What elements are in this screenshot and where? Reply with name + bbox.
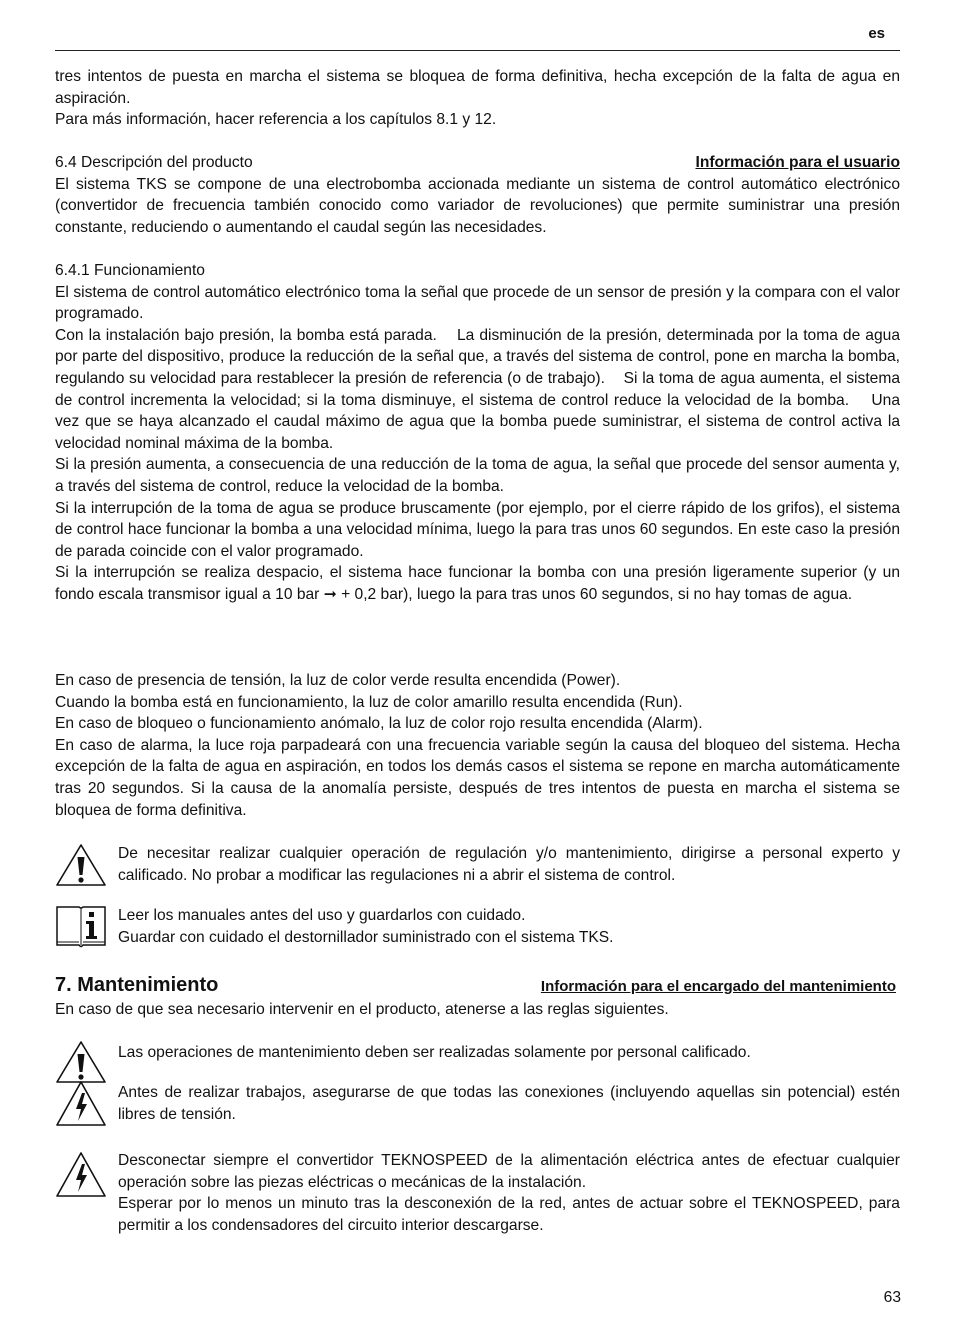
- maintenance-warning-3-wait: Esperar por lo menos un minuto tras la desconexión de la red, antes de actuar sobre el TEKNOSPEED, para permitir a los condensadores del circuito interior descargarse.: [118, 1195, 900, 1234]
- section-6-4-1: [55, 260, 905, 606]
- section-7-intro: En caso de que sea necesario intervenir en el producto, atenerse a las reglas siguientes.: [55, 1001, 669, 1018]
- maintenance-warning-2-text: Antes de realizar trabajos, asegurarse de que todas las conexiones (incluyendo aquellas sin potencial) estén libres de tensión.: [118, 1084, 900, 1123]
- exclamation-warning-icon: [55, 843, 107, 887]
- intro-paragraph-2: Para más información, hacer referencia a los capítulos 8.1 y 12.: [55, 111, 497, 129]
- light-run: Cuando la bomba está en funcionamiento, la luz de color amarillo resulta encendida (Run).: [55, 693, 683, 711]
- section-6-4-audience: Información para el usuario: [695, 154, 900, 171]
- maintenance-warning-1-text: Las operaciones de mantenimiento deben ser realizadas solamente por personal calificado.: [118, 1044, 751, 1061]
- section-7-audience: Información para el encargado del mantenimiento: [540, 978, 896, 995]
- light-power: En caso de presencia de tensión, la luz de color verde resulta encendida (Power).: [55, 672, 621, 689]
- section-6-4: [55, 152, 900, 238]
- maintenance-warning-3-text: Desconectar siempre el convertidor TEKNOSPEED de la alimentación eléctrica antes de efectuar cualquier operación sobre las piezas eléctricas o mecánicas de la instalación.: [118, 1152, 900, 1191]
- maintenance-warning-1: [55, 1040, 900, 1084]
- section-6-4-1-paragraph-3: Si la presión aumenta, a consecuencia de una reducción de la toma de agua, la señal que procede del sensor aumenta y, a través del sistema de control, reduce la velocidad de la bomba.: [55, 456, 900, 495]
- exclamation-warning-icon: [55, 1040, 107, 1084]
- header-rule: [55, 50, 900, 51]
- indicator-lights: [55, 670, 900, 821]
- section-6-4-1-paragraph-1: El sistema de control automático electrónico toma la señal que procede de un sensor de presión y la compara con el valor programado.: [55, 283, 900, 323]
- section-7-intro-block: [55, 999, 900, 1021]
- info-note-line-1: Leer los manuales antes del uso y guardarlos con cuidado.: [118, 907, 526, 924]
- section-6-4-1-paragraph-2: Con la instalación bajo presión, la bomba está parada. La disminución de la presión, determinada por la toma de agua por parte del dispositivo, produce la reducción de la señal que, a través del sistema de control, pone en marcha la bomba, regulando su velocidad para restablecer la presión de referencia (o de trabajo). Si la toma de agua aumenta, el sistema de control incrementa la velocidad; si la toma disminuye, el sistema de control reduce la velocidad de la bomba. Una vez que se haya alcanzado el caudal máximo de agua que la bomba puede suministrar, el sistema de control activa la velocidad nominal máxima de la bomba.: [55, 326, 905, 452]
- section-6-4-heading: 6.4 Descripción del producto: [55, 154, 253, 171]
- open-book-info-icon: [55, 905, 107, 949]
- maintenance-warning-2: [55, 1082, 900, 1130]
- section-6-4-1-paragraph-4: Si la interrupción de la toma de agua se produce bruscamente (por ejemplo, por el cierre rápido de los grifos), el sistema de control hace funcionar la bomba a una velocidad mínima, luego la para tras unos 60 segundos. En este caso la presión de parada coincide con el valor programado.: [55, 499, 900, 560]
- info-note-line-2: Guardar con cuidado el destornillador suministrado con el sistema TKS.: [118, 928, 614, 946]
- section-6-4-1-heading: 6.4.1 Funcionamiento: [55, 262, 205, 279]
- section-7-heading: 7. Mantenimiento: [55, 974, 219, 996]
- warning-note-text: De necesitar realizar cualquier operación de regulación y/o mantenimiento, dirigirse a personal experto y calificado. No probar a modificar las regulaciones ni a abrir el sistema de control.: [118, 845, 900, 884]
- warning-note: [55, 843, 900, 887]
- section-6-4-1-paragraph-5: Si la interrupción se realiza despacio, el sistema hace funcionar la bomba con una presión ligeramente superior (y un fondo escala transmisor igual a 10 bar ➞ + 0,2 bar), luego la para tras unos 60 segundos, si no hay tomas de agua.: [55, 564, 900, 603]
- high-voltage-icon: [55, 1079, 107, 1123]
- light-alarm: En caso de bloqueo o funcionamiento anómalo, la luz de color rojo resulta encendida (Alarm).: [55, 715, 703, 733]
- high-voltage-icon: [55, 1150, 107, 1198]
- intro-block: [55, 66, 900, 131]
- section-6-4-body: El sistema TKS se compone de una electrobomba accionada mediante un sistema de control automático electrónico (convertidor de frecuencia también conocido como variador de revoluciones) que permite suministrar una presión constante, reduciendo o aumentando el caudal según las necesidades.: [55, 175, 900, 236]
- page-number: 63: [883, 1289, 901, 1306]
- info-note: [55, 905, 900, 951]
- maintenance-warning-3: [55, 1150, 900, 1240]
- language-code: es: [868, 25, 885, 42]
- intro-paragraph-1: tres intentos de puesta en marcha el sistema se bloquea de forma definitiva, hecha excepción de la falta de agua en aspiración.: [55, 68, 900, 107]
- light-alarm-blink: En caso de alarma, la luce roja parpadeará con una frecuencia variable según la causa del bloqueo del sistema. Hecha excepción de la falta de agua en aspiración, en todos los demás casos el sistema se repone en marcha automáticamente tras 20 segundos. Si la causa de la anomalía persiste, después de tres intentos de puesta en marcha el sistema se bloquea de forma definitiva.: [55, 736, 900, 819]
- section-7-header: [55, 971, 900, 999]
